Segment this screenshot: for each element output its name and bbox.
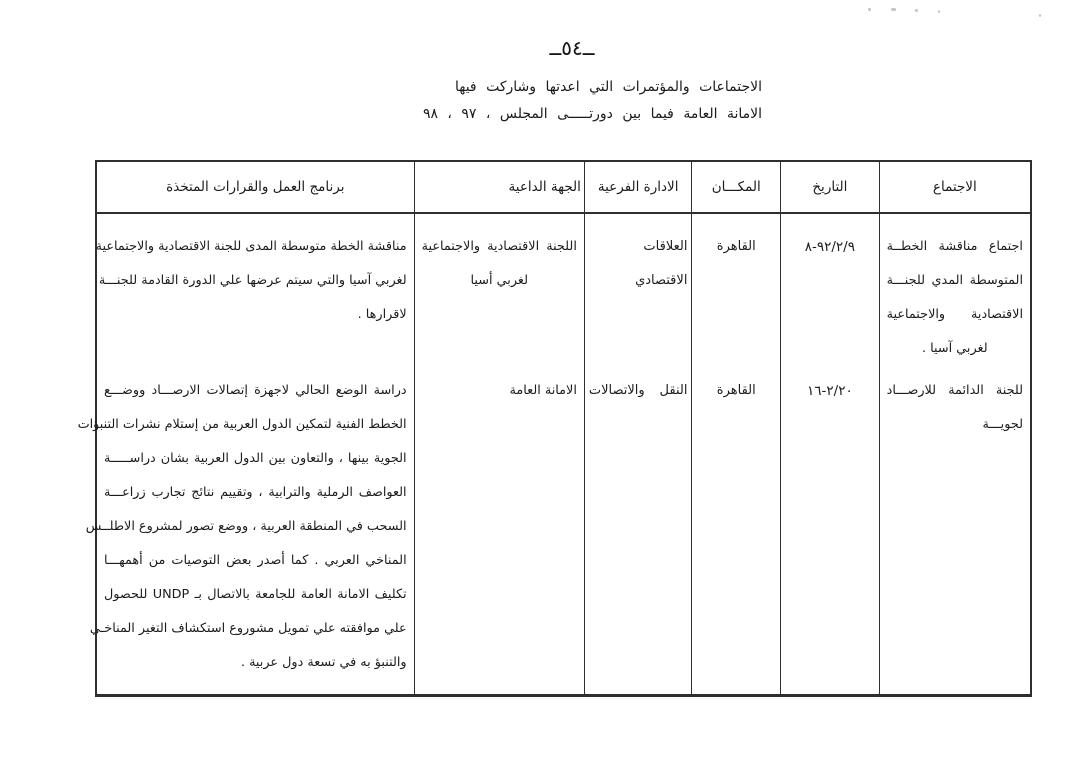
row2-meeting [880,374,1030,442]
row2-inviting-body [415,374,584,408]
table-body [77,214,1030,694]
row2-place: القاهرة [716,383,756,398]
header-place: المكـــان [691,162,780,212]
text-line: الخطط الفنية لتمكين الدول العربية من إستلام نشرات التنبؤات [77,417,407,432]
text-line: لغربي أسيا [470,273,528,288]
column-date [780,214,879,694]
text-line: مناقشة الخطة متوسطة المدى للجنة الاقتصادية والاجتماعية [95,239,407,254]
header-date: التاريخ [780,162,879,212]
scan-speck [1039,14,1041,17]
scan-speck [891,8,896,11]
meetings-table [77,160,1032,697]
page-number: ــ٥٤ــ [549,36,595,60]
scan-speck [868,8,871,11]
text-line: المناخي العربي . كما أصدر بعض التوصيات من أهمهـــا [103,553,407,568]
header-work-program: برنامج العمل والقرارات المتخذة [166,179,345,195]
text-line: المتوسطة المدي للجنـــة [886,273,1023,288]
column-sub-department [584,214,692,694]
text-line: الجوية بينها ، والتعاون بين الدول العربية بشان دراســـــة [103,451,407,466]
row1-place: القاهرة [716,239,756,254]
row1-meeting [880,230,1030,366]
row1-inviting-body [415,230,584,298]
text-line: للجنة الدائمة للارصـــاد [886,383,1023,398]
text-line: اللجنة الاقتصادية والاجتماعية [421,239,577,254]
header-meeting: الاجتماع [879,162,1030,212]
header-sub-department: الادارة الفرعية [584,162,692,212]
text-line: دراسة الوضع الحالي لاجهزة إتصالات الارصـــاد ووضـــع [103,383,407,398]
text-line: لغربي آسيا . [922,341,988,356]
table-header-row [97,162,1030,214]
text-line: لاقرارها . [357,307,407,322]
text-line: لجويـــة [982,417,1023,432]
text-line: علي موافقته علي تمويل مشوروع استكشاف التغير المناخـي [89,621,407,636]
text-line: الاقتصادية والاجتماعية [886,307,1023,322]
text-line: تكليف الامانة العامة للجامعة بالاتصال بـ UNDP للحصول [103,587,407,602]
text-line: العواصف الرملية والترابية ، وتقييم نتائج تجارب زراعـــة [103,485,407,500]
row1-work-program [97,230,414,332]
column-inviting-body [414,214,584,694]
column-work-program [77,214,414,694]
scan-speck [915,9,918,12]
title-line-1: الاجتماعات والمؤتمرات التي اعدتها وشاركت فيها [454,79,762,95]
row2-date: ٢/٢٠-١٦ [807,383,853,399]
row1-date: ٩٢/٢/٩-٨ [804,239,855,255]
document-title [423,74,762,128]
text-line: الامانة العامة [509,383,577,398]
row2-sub-department: النقل والاتصالات [588,383,688,398]
column-place [691,214,780,694]
text-line: اجتماع مناقشة الخطــة [886,239,1023,254]
header-inviting-body: الجهة الداعية [414,162,584,212]
text-line: لغربي آسيا والتي سيتم عرضها علي الدورة القادمة للجنـــة [98,273,407,288]
row2-work-program [77,374,414,680]
column-meeting [879,214,1030,694]
text-line: والتنبؤ به في تسعة دول عربية . [240,655,407,670]
row1-sub-department: العلاقات الاقتصادي [635,239,688,288]
scan-speck [938,10,940,13]
text-line: السحب في المنطقة العربية ، ووضع تصور لمشروع الاطلــس [85,519,407,534]
title-line-2: الامانة العامة فيما بين دورتـــــى المجلس ، ٩٧ ، ٩٨ [422,106,762,122]
